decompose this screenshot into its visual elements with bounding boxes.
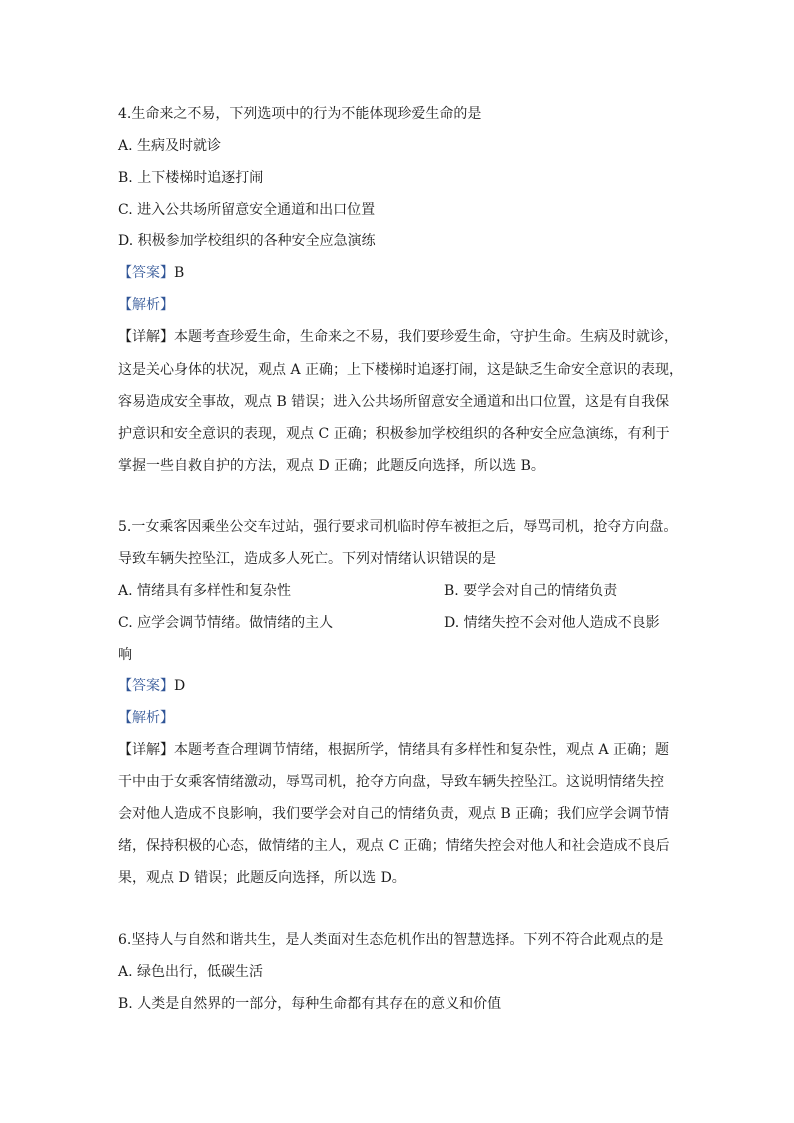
detail-text: 本题考查珍爱生命，生命来之不易，我们要珍爱生命，守护生命。生病及时就诊， <box>174 329 678 345</box>
q5-stem-line: 5.一女乘客因乘坐公交车过站，强行要求司机临时停车被拒之后，辱骂司机，抢夺方向盘。 <box>118 519 678 535</box>
q4-detail-line: 护意识和安全意识的表现，观点 C 正确；积极参加学校组织的各种安全应急演练，有利于 <box>118 426 670 442</box>
q5-detail-line: 干中由于女乘客情绪激动，辱骂司机，抢夺方向盘，导致车辆失控坠江。这说明情绪失控 <box>118 774 664 790</box>
answer-tag: 【答案】 <box>118 678 174 694</box>
q5-stem-line: 导致车辆失控坠江，造成多人死亡。下列对情绪认识错误的是 <box>118 551 496 567</box>
q4-stem: 4.生命来之不易，下列选项中的行为不能体现珍爱生命的是 <box>118 106 482 122</box>
q4-detail-line: 这是关心身体的状况，观点 A 正确；上下楼梯时追逐打闹，这是缺乏生命安全意识的表现， <box>118 362 684 378</box>
q6-stem: 6.坚持人与自然和谐共生，是人类面对生态危机作出的智慧选择。下列不符合此观点的是 <box>118 932 664 948</box>
q5-detail-line: 绪，保持积极的心态，做情绪的主人，观点 C 正确；情绪失控会对他人和社会造成不良后 <box>118 838 670 854</box>
q5-detail-line: 果，观点 D 错误；此题反向选择，所以选 D。 <box>118 870 406 886</box>
q5-option-d-wrap: 响 <box>118 647 132 663</box>
q5-option-b: B. 要学会对自己的情绪负责 <box>444 583 618 599</box>
q4-analysis-tag: 【解析】 <box>118 297 174 313</box>
q4-detail-line: 掌握一些自救自护的方法，观点 D 正确；此题反向选择，所以选 B。 <box>118 458 545 474</box>
q4-detail-line: 容易造成安全事故，观点 B 错误；进入公共场所留意安全通道和出口位置，这是有自我保 <box>118 394 670 410</box>
q5-detail-line <box>118 740 669 760</box>
detail-text: 本题考查合理调节情绪，根据所学，情绪具有多样性和复杂性，观点 A 正确；题 <box>174 742 670 758</box>
q5-option-d: D. 情绪失控不会对他人造成不良影 <box>444 615 660 631</box>
q5-analysis-tag: 【解析】 <box>118 710 174 726</box>
q6-option-a: A. 绿色出行，低碳生活 <box>118 964 264 980</box>
detail-tag: 【详解】 <box>118 742 174 758</box>
q4-option-c: C. 进入公共场所留意安全通道和出口位置 <box>118 202 376 218</box>
q4-detail-line <box>118 327 678 347</box>
q5-option-c: C. 应学会调节情绪。做情绪的主人 <box>118 615 334 631</box>
q4-option-b: B. 上下楼梯时追逐打闹 <box>118 170 264 186</box>
answer-value: B <box>174 265 185 281</box>
answer-tag: 【答案】 <box>118 265 174 281</box>
q4-option-a: A. 生病及时就诊 <box>118 138 222 154</box>
q5-answer <box>118 676 185 696</box>
q4-answer <box>118 263 184 283</box>
answer-value: D <box>174 678 186 694</box>
q5-detail-line: 会对他人造成不良影响，我们要学会对自己的情绪负责，观点 B 正确；我们应学会调节情 <box>118 806 670 822</box>
q5-option-a: A. 情绪具有多样性和复杂性 <box>118 583 292 599</box>
q6-option-b: B. 人类是自然界的一部分，每种生命都有其存在的意义和价值 <box>118 996 502 1012</box>
q4-option-d: D. 积极参加学校组织的各种安全应急演练 <box>118 233 376 249</box>
detail-tag: 【详解】 <box>118 329 174 345</box>
